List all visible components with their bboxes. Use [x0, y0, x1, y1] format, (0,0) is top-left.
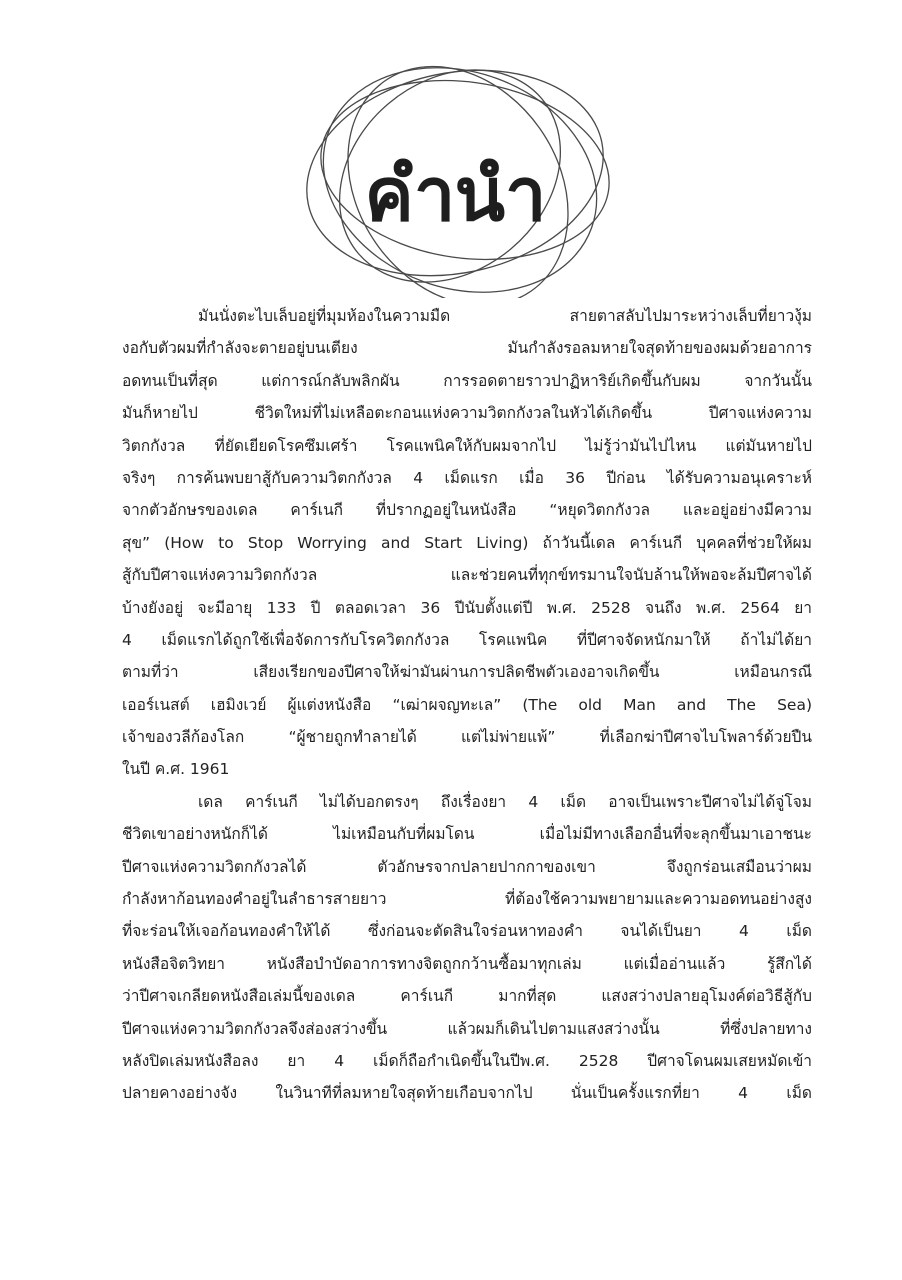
text-line: บ้างยังอยู่ จะมีอายุ 133 ปี ตลอดเวลา 36 ปีนับตั้งแต่ปี พ.ศ. 2528 จนถึง พ.ศ. 2564 ยา	[122, 598, 812, 617]
text-line: ว่าปีศาจเกลียดหนังสือเล่มนี้ของเดล คาร์เนกี มากที่สุด แสงสว่างปลายอุโมงค์ต่อวิธีสู้กับ	[122, 987, 812, 1006]
page-title: คำนำ	[364, 152, 546, 238]
text-line: จากตัวอักษรของเดล คาร์เนกี ที่ปรากฏอยู่ในหนังสือ “หยุดวิตกกังวล และอยู่อย่างมีความ	[122, 501, 812, 520]
text-line: มันนั่งตะไบเล็บอยู่ที่มุมห้องในความมืด สายตาสลับไปมาระหว่างเล็บที่ยาวงุ้ม	[198, 307, 812, 325]
text-line: ในปี ค.ศ. 1961	[122, 760, 230, 779]
text-line: เจ้าของวลีก้องโลก “ผู้ชายถูกทำลายได้ แต่ไม่พ่ายแพ้” ที่เลือกฆ่าปีศาจไบโพลาร์ด้วยปืน	[122, 728, 812, 747]
body-text	[122, 300, 812, 1110]
text-line: ปีศาจแห่งความวิตกกังวลจึงส่องสว่างขึ้น แล้วผมก็เดินไปตามแสงสว่างนั้น ที่ซึ่งปลายทาง	[122, 1019, 812, 1038]
text-line: หลังปิดเล่มหนังสือลง ยา 4 เม็ดก็ถือกำเนิดขึ้นในปีพ.ศ. 2528 ปีศาจโดนผมเสยหมัดเข้า	[122, 1051, 812, 1070]
text-line: อดทนเป็นที่สุด แต่การณ์กลับพลิกผัน การรอดตายราวปาฏิหาริย์เกิดขึ้นกับผม จากวันนั้น	[122, 371, 812, 390]
text-line: ที่จะร่อนให้เจอก้อนทองคำให้ได้ ซึ่งก่อนจะตัดสินใจร่อนหาทองคำ จนได้เป็นยา 4 เม็ด	[122, 922, 812, 941]
text-line: เดล คาร์เนกี ไม่ได้บอกตรงๆ ถึงเรื่องยา 4 เม็ด อาจเป็นเพราะปีศาจไม่ได้จู่โจม	[198, 792, 812, 811]
text-line: จริงๆ การค้นพบยาสู้กับความวิตกกังวล 4 เม็ดแรก เมื่อ 36 ปีก่อน ได้รับความอนุเคราะห์	[122, 468, 812, 487]
text-line: 4 เม็ดแรกได้ถูกใช้เพื่อจัดการกับโรควิตกกังวล โรคแพนิค ที่ปีศาจจัดหนักมาให้ ถ้าไม่ได้ยา	[122, 630, 812, 649]
title-block	[290, 58, 620, 298]
text-line: กำลังหาก้อนทองคำอยู่ในลำธารสายยาว ที่ต้องใช้ความพยายามและความอดทนอย่างสูง	[122, 890, 812, 909]
text-line: หนังสือจิตวิทยา หนังสือบำบัดอาการทางจิตถูกกว้านซื้อมาทุกเล่ม แต่เมื่ออ่านแล้ว รู้สึกได้	[122, 954, 812, 973]
paragraph-2	[122, 786, 812, 1110]
text-line: ตามที่ว่า เสียงเรียกของปีศาจให้ฆ่ามันผ่านการปลิดชีพตัวเองอาจเกิดขึ้น เหมือนกรณี	[122, 663, 812, 682]
text-line: สู้กับปีศาจแห่งความวิตกกังวล และช่วยคนที่ทุกข์ทรมานใจนับล้านให้พอจะล้มปีศาจได้	[122, 566, 812, 585]
text-line: ปลายคางอย่างจัง ในวินาทีที่ลมหายใจสุดท้ายเกือบจากไป นั่นเป็นครั้งแรกที่ยา 4 เม็ด	[122, 1084, 812, 1103]
text-line: ปีศาจแห่งความวิตกกังวลได้ ตัวอักษรจากปลายปากกาของเขา จึงถูกร่อนเสมือนว่าผม	[122, 857, 812, 876]
text-line: เออร์เนสต์ เฮมิงเวย์ ผู้แต่งหนังสือ “เฒ่าผจญทะเล” (The old Man and The Sea)	[122, 695, 812, 714]
text-line: สุข” (How to Stop Worrying and Start Living) ถ้าวันนี้เดล คาร์เนกี บุคคลที่ช่วยให้ผม	[122, 533, 812, 552]
paragraph-1	[122, 300, 812, 786]
text-line: งอกับตัวผมที่กำลังจะตายอยู่บนเตียง มันกำลังรอลมหายใจสุดท้ายของผมด้วยอาการ	[122, 339, 812, 358]
text-line: วิตกกังวล ที่ยัดเยียดโรคซึมเศร้า โรคแพนิคให้กับผมจากไป ไม่รู้ว่ามันไปไหน แต่มันหายไป	[122, 436, 812, 455]
text-line: ชีวิตเขาอย่างหนักก็ได้ ไม่เหมือนกับที่ผมโดน เมื่อไม่มีทางเลือกอื่นที่จะลุกขึ้นมาเอาชนะ	[122, 825, 812, 844]
text-line: มันก็หายไป ชีวิตใหม่ที่ไม่เหลือตะกอนแห่งความวิตกกังวลในหัวได้เกิดขึ้น ปีศาจแห่งความ	[122, 404, 812, 423]
